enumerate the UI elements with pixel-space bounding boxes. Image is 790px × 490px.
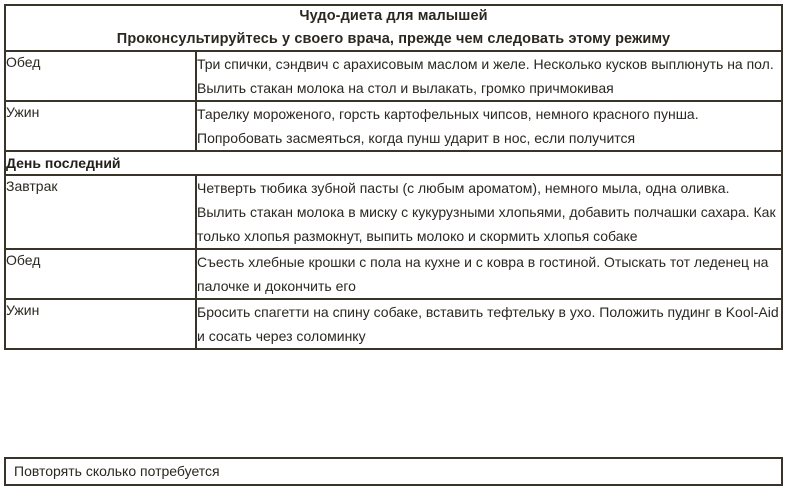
- page-subtitle: Проконсультируйтесь у своего врача, прежде чем следовать этому режиму: [116, 31, 671, 47]
- table-row: [5, 51, 782, 101]
- table-title-cell: [5, 5, 782, 51]
- footer-block: [4, 457, 783, 486]
- diet-table: [4, 4, 783, 350]
- table-header-row: [5, 5, 782, 51]
- section-header-cell: [5, 151, 782, 175]
- page-title: Чудо-диета для малышей: [299, 8, 488, 24]
- meal-description: Тарелку мороженого, горсть картофельных чипсов, немного красного пунша. Попробовать засмеяться, когда пунш ударит в нос, если получится: [196, 101, 782, 151]
- meal-label: Ужин: [5, 101, 196, 151]
- meal-label: Завтрак: [5, 175, 196, 249]
- meal-description: Три спички, сэндвич с арахисовым маслом и желе. Несколько кусков выплюнуть на пол. Вылить стакан молока на стол и вылакать, громко причмокивая: [196, 51, 782, 101]
- meal-label: Обед: [5, 249, 196, 299]
- meal-description: Съесть хлебные крошки с пола на кухне и с ковра в гостиной. Отыскать тот леденец на палочке и докончить его: [196, 249, 782, 299]
- section-header-row: [5, 151, 782, 175]
- meal-description: Бросить спагетти на спину собаке, вставить тефтельку в ухо. Положить пудинг в Kool-Aid и сосать через соломинку: [196, 299, 782, 349]
- footer-note: Повторять сколько потребуется: [14, 463, 220, 479]
- table-row: [5, 249, 782, 299]
- meal-description: Четверть тюбика зубной пасты (с любым ароматом), немного мыла, одна оливка. Вылить стакан молока в миску с кукурузными хлопьями, добавить полчашки сахара. Как только хлопья размокнут, выпить молоко и скормить хлопья собаке: [196, 175, 782, 249]
- table-row: [5, 101, 782, 151]
- table-row: [5, 175, 782, 249]
- meal-label: Обед: [5, 51, 196, 101]
- section-title: День последний: [6, 155, 121, 171]
- meal-label: Ужин: [5, 299, 196, 349]
- table-row: [5, 299, 782, 349]
